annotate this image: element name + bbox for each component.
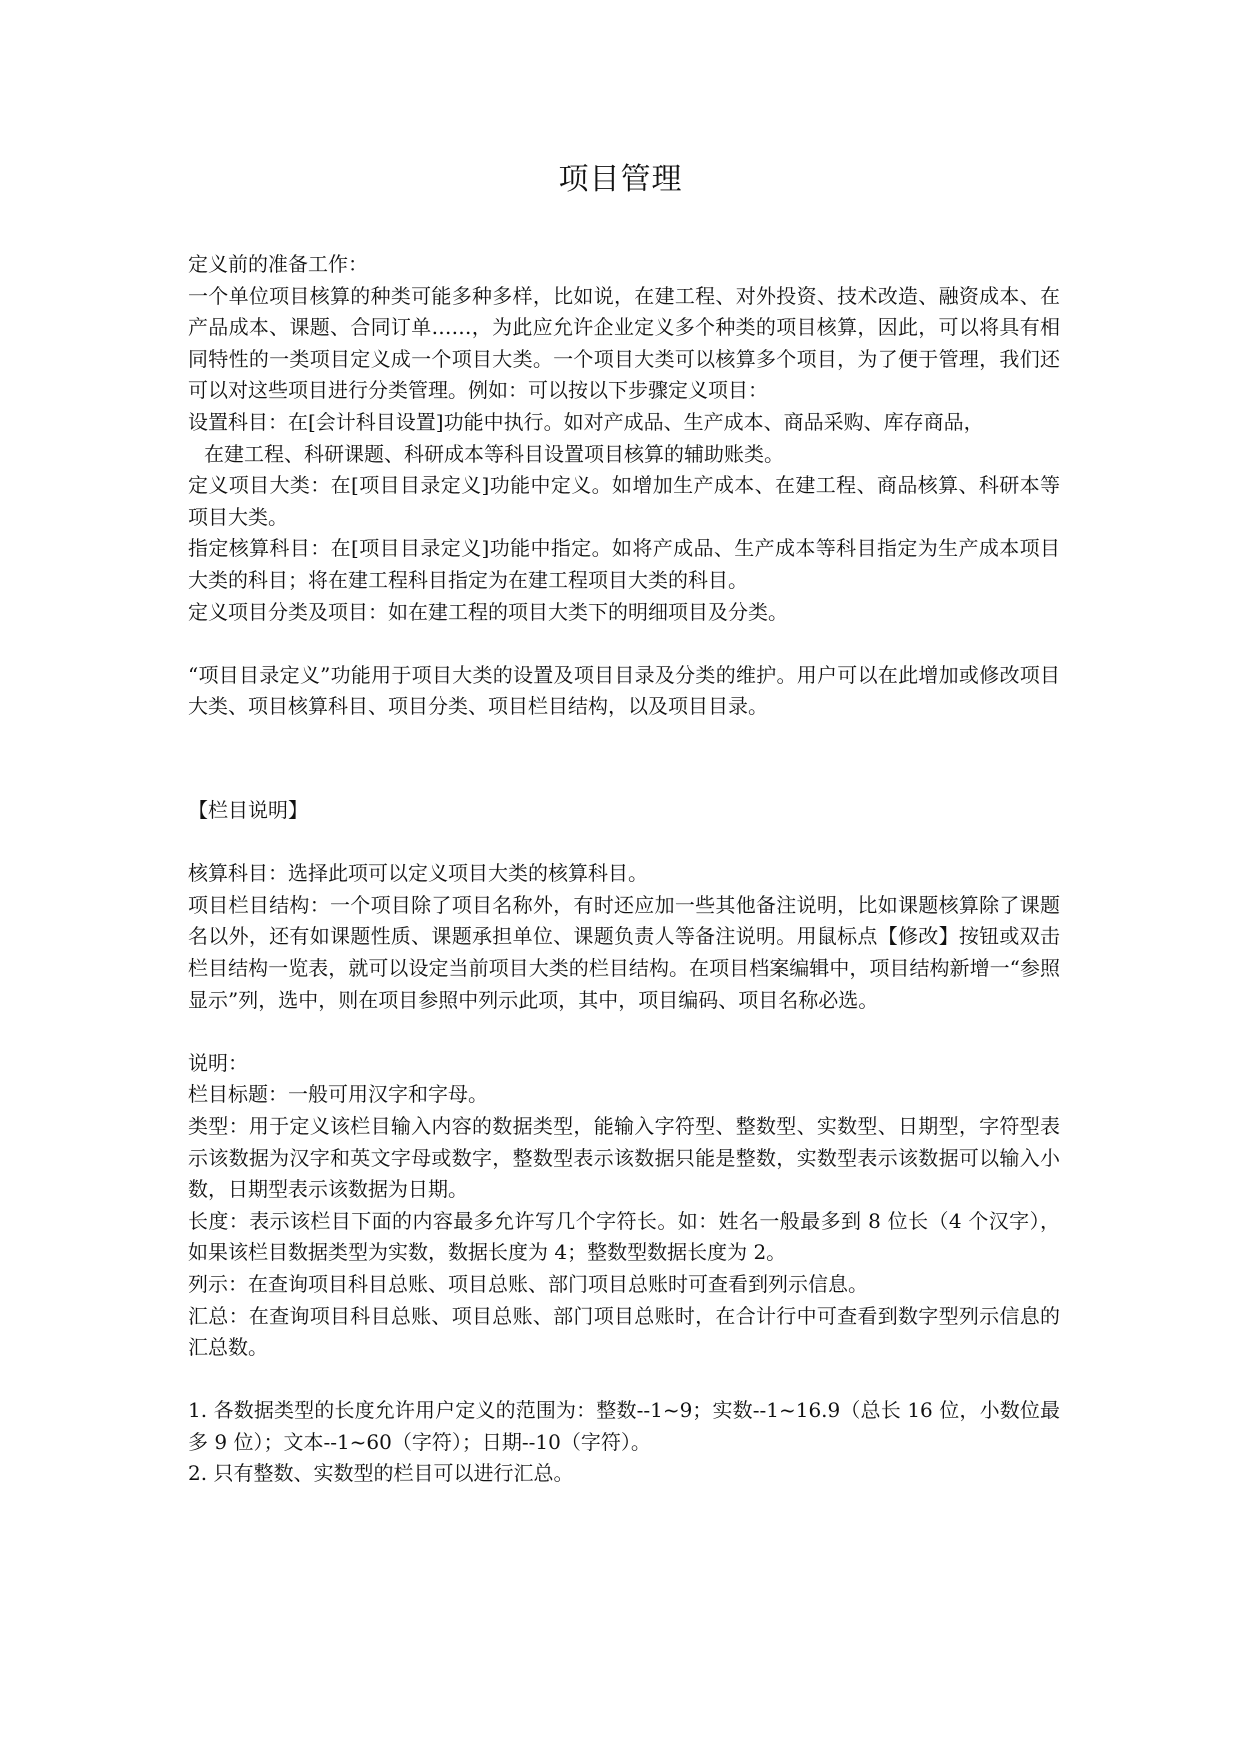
preparation-heading: 定义前的准备工作： — [188, 252, 368, 276]
notes-heading: 说明： — [188, 1050, 248, 1075]
numbered-note-1: 1. 各数据类型的长度允许用户定义的范围为：整数--1~9；实数--1~16.9（总长 16 位，小数位最多 9 位）；文本--1~60（字符）；日期--10（字符）。 — [188, 1398, 1060, 1454]
catalog-definition-paragraph: “项目目录定义”功能用于项目大类的设置及项目目录及分类的维护。用户可以在此增加或修改项目大类、项目核算科目、项目分类、项目栏目结构，以及项目目录。 — [188, 662, 1060, 719]
column-account-item: 核算科目：选择此项可以定义项目大类的核算科目。 — [188, 861, 648, 886]
step-define-category: 定义项目大类：在[项目目录定义]功能中定义。如增加生产成本、在建工程、商品核算、科研本等项目大类。 — [188, 473, 1060, 529]
note-display: 列示：在查询项目科目总账、项目总账、部门项目总账时可查看到列示信息。 — [188, 1271, 868, 1296]
step-set-account: 设置科目：在[会计科目设置]功能中执行。如对产成品、生产成本、商品采购、库存商品， — [188, 409, 984, 434]
section-preparation — [188, 249, 1060, 723]
column-description-heading: 【栏目说明】 — [188, 798, 308, 822]
note-type: 类型：用于定义该栏目输入内容的数据类型，能输入字符型、整数型、实数型、日期型，字符型表示该数据为汉字和英文字母或数字，整数型表示该数据只能是整数，实数型表示该数据可以输入小数，日期型表示该数据为日期。 — [188, 1113, 1060, 1202]
step-set-account-continued: 在建工程、科研课题、科研成本等科目设置项目核算的辅助账类。 — [204, 441, 784, 466]
step-assign-account: 指定核算科目：在[项目目录定义]功能中指定。如将产成品、生产成本等科目指定为生产成本项目大类的科目；将在建工程科目指定为在建工程项目大类的科目。 — [188, 536, 1060, 592]
document-title: 项目管理 — [558, 162, 683, 197]
preparation-intro: 一个单位项目核算的种类可能多种多样，比如说，在建工程、对外投资、技术改造、融资成本、在产品成本、课题、合同订单……，为此应允许企业定义多个种类的项目核算，因此，可以将具有相同特性的一类项目定义成一个项目大类。一个项目大类可以核算多个项目，为了便于管理，我们还可以对这些项目进行分类管理。例如：可以按以下步骤定义项目： — [188, 283, 1060, 403]
step-define-items: 定义项目分类及项目：如在建工程的项目大类下的明细项目及分类。 — [188, 599, 788, 624]
note-column-title: 栏目标题：一般可用汉字和字母。 — [188, 1082, 488, 1107]
numbered-note-2: 2. 只有整数、实数型的栏目可以进行汇总。 — [188, 1461, 574, 1486]
section-column-description — [188, 795, 1060, 1490]
column-structure-item: 项目栏目结构：一个项目除了项目名称外，有时还应加一些其他备注说明，比如课题核算除了课题名以外，还有如课题性质、课题承担单位、课题负责人等备注说明。用鼠标点【修改】按钮或双击栏目结构一览表，就可以设定当前项目大类的栏目结构。在项目档案编辑中，项目结构新增一“参照显示”列，选中，则在项目参照中列示此项，其中，项目编码、项目名称必选。 — [188, 892, 1060, 1012]
note-length: 长度：表示该栏目下面的内容最多允许写几个字符长。如：姓名一般最多到 8 位长（4 个汉字），如果该栏目数据类型为实数，数据长度为 4；整数型数据长度为 2。 — [188, 1208, 1060, 1265]
note-summary: 汇总：在查询项目科目总账、项目总账、部门项目总账时，在合计行中可查看到数字型列示信息的汇总数。 — [188, 1303, 1060, 1360]
